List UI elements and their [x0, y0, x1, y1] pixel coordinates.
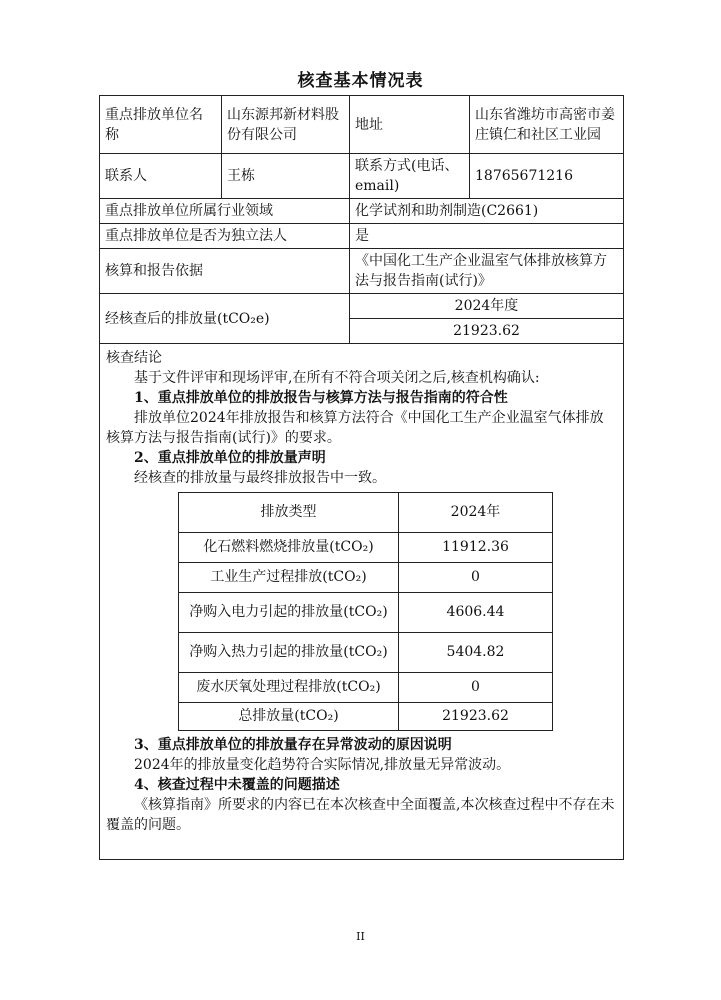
legal-person-value: 是	[350, 224, 624, 249]
emission-value: 21923.62	[350, 319, 624, 344]
conclusion-cell	[100, 344, 624, 860]
row-type: 净购入电力引起的排放量(tCO₂)	[179, 593, 399, 633]
contact-value: 王栋	[222, 154, 350, 199]
contact-label: 联系人	[100, 154, 222, 199]
emission-label: 经核查后的排放量(tCO₂e)	[100, 294, 350, 344]
row-type: 废水厌氧处理过程排放(tCO₂)	[179, 673, 399, 703]
row-value: 21923.62	[399, 703, 553, 731]
section-4-title: 4、核查过程中未覆盖的问题描述	[134, 777, 340, 793]
header-year: 2024年	[399, 493, 553, 533]
industry-value: 化学试剂和助剂制造(C2661)	[350, 199, 624, 224]
basis-value: 《中国化工生产企业温室气体排放核算方法与报告指南(试行)》	[350, 249, 624, 294]
conclusion-intro: 基于文件评审和现场评审,在所有不符合项关闭之后,核查机构确认:	[134, 370, 540, 386]
section-3-text: 2024年的排放量变化趋势符合实际情况,排放量无异常波动。	[134, 757, 511, 773]
section-4-text: 《核算指南》所要求的内容已在本次核查中全面覆盖,本次核查过程中不存在未覆盖的问题。	[106, 797, 615, 833]
legal-person-label: 重点排放单位是否为独立法人	[100, 224, 350, 249]
conclusion-heading: 核查结论	[106, 350, 162, 366]
address-value: 山东省潍坊市高密市姜庄镇仁和社区工业园	[470, 96, 624, 154]
phone-value: 18765671216	[470, 154, 624, 199]
row-type: 净购入热力引起的排放量(tCO₂)	[179, 633, 399, 673]
row-value: 5404.82	[399, 633, 553, 673]
header-emission-type: 排放类型	[179, 493, 399, 533]
row-value: 0	[399, 673, 553, 703]
unit-name-label: 重点排放单位名称	[100, 96, 222, 154]
page-title: 核查基本情况表	[297, 71, 424, 91]
row-value: 11912.36	[399, 533, 553, 563]
row-value: 0	[399, 563, 553, 593]
section-2-title: 2、重点排放单位的排放量声明	[134, 450, 326, 466]
row-type: 总排放量(tCO₂)	[179, 703, 399, 731]
unit-name-value: 山东源邦新材料股份有限公司	[222, 96, 350, 154]
verification-table	[99, 95, 624, 860]
section-1-title: 1、重点排放单位的排放报告与核算方法与报告指南的符合性	[134, 390, 508, 406]
address-label: 地址	[350, 96, 470, 154]
basis-label: 核算和报告依据	[100, 249, 350, 294]
row-value: 4606.44	[399, 593, 553, 633]
section-2-text: 经核查的排放量与最终排放报告中一致。	[134, 470, 386, 486]
row-type: 化石燃料燃烧排放量(tCO₂)	[179, 533, 399, 563]
emission-breakdown-table	[178, 492, 553, 731]
year-value: 2024年度	[350, 294, 624, 319]
section-1-text: 排放单位2024年排放报告和核算方法符合《中国化工生产企业温室气体排放核算方法与报告指南(试行)》的要求。	[106, 410, 604, 446]
row-type: 工业生产过程排放(tCO₂)	[179, 563, 399, 593]
industry-label: 重点排放单位所属行业领域	[100, 199, 350, 224]
page-number: II	[356, 930, 365, 943]
phone-label: 联系方式(电话、email)	[350, 154, 470, 199]
section-3-title: 3、重点排放单位的排放量存在异常波动的原因说明	[134, 737, 452, 753]
